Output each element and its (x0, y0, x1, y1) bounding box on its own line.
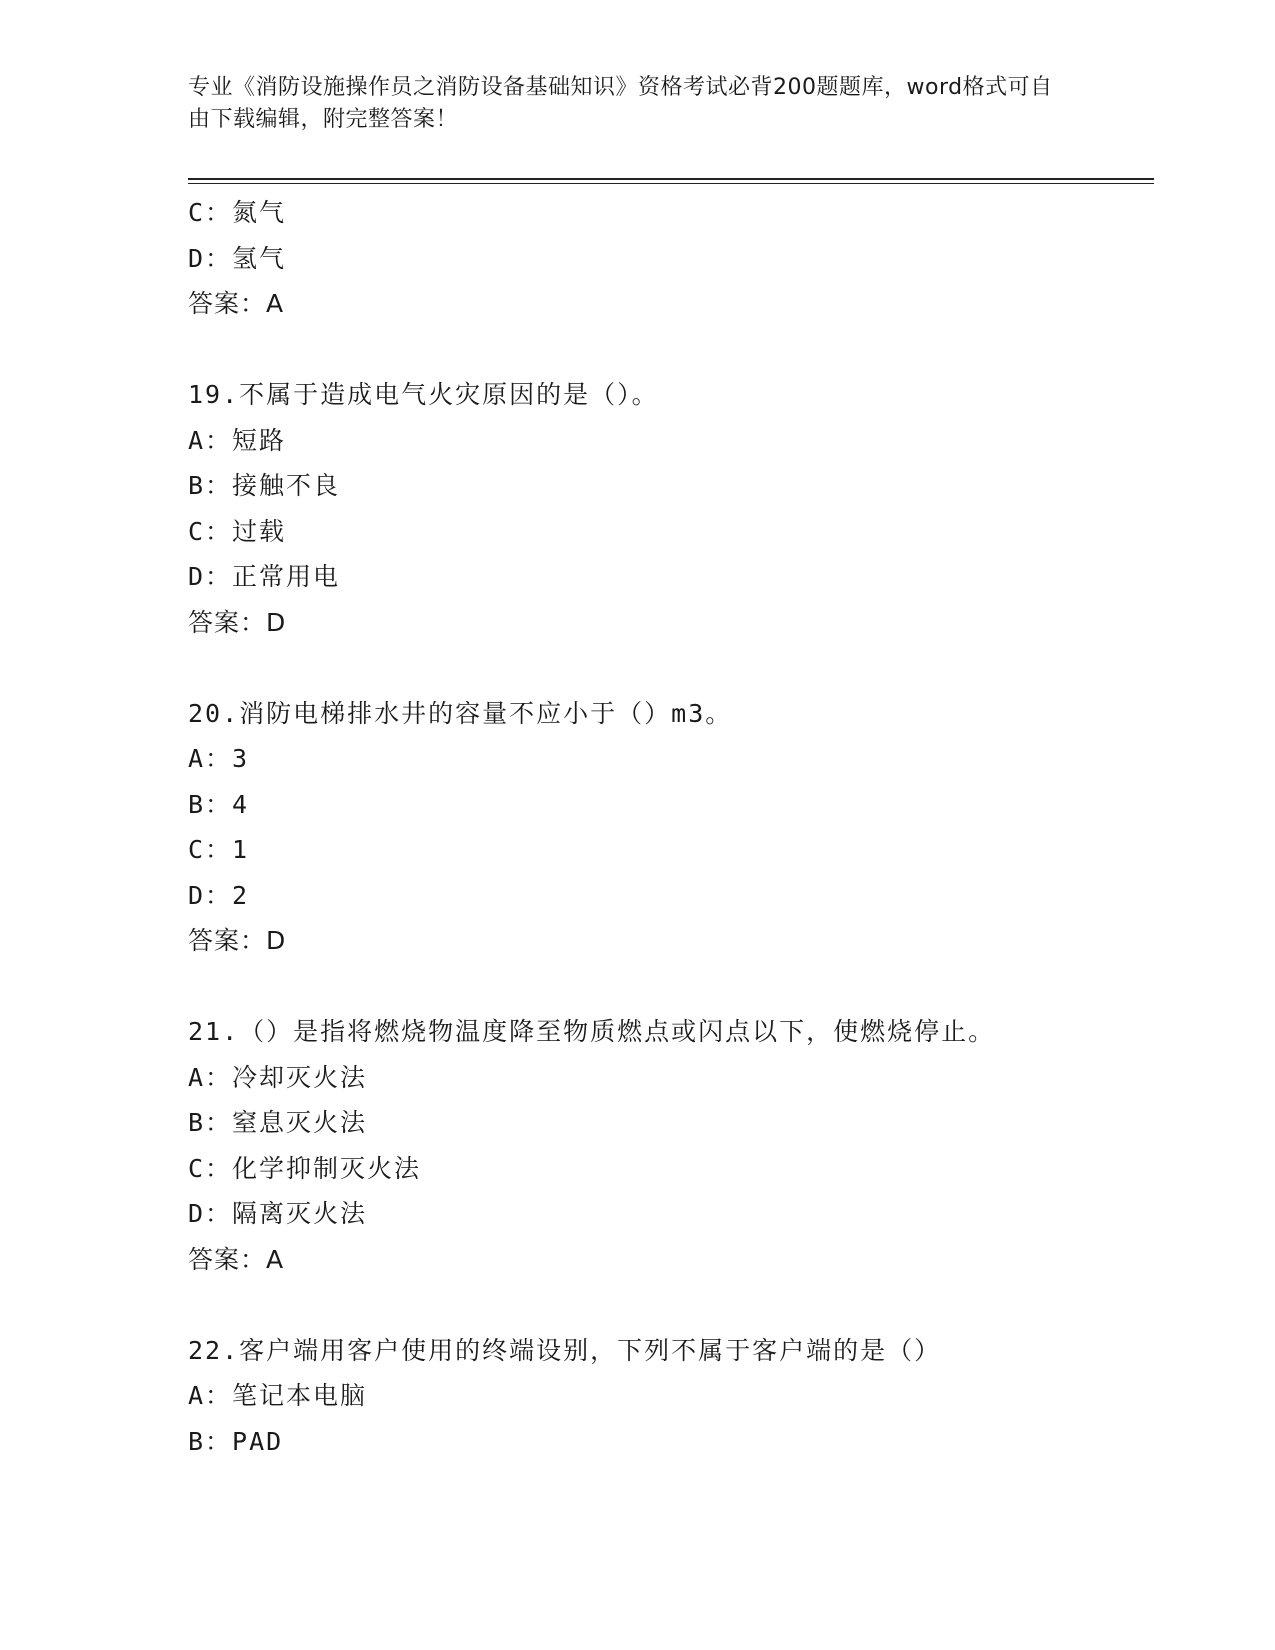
question-stem: 19.不属于造成电气火灾原因的是（）。 (188, 380, 659, 409)
answer-line: 答案：D (188, 926, 287, 955)
option-c: C：1 (188, 835, 250, 864)
answer-line: 答案：D (188, 607, 287, 637)
option-d: D：正常用电 (188, 562, 341, 591)
option-d: D：隔离灭火法 (188, 1199, 368, 1228)
question-stem: 21.（）是指将燃烧物温度降至物质燃点或闪点以下，使燃烧停止。 (188, 1017, 996, 1046)
header-divider-thin (188, 183, 1154, 184)
option-b: B：接触不良 (188, 471, 341, 500)
question-22 (188, 1328, 1154, 1465)
question-stem: 20.消防电梯排水井的容量不应小于（）m3。 (188, 698, 733, 728)
option-b: B：4 (188, 789, 250, 819)
option-a: A：短路 (188, 425, 287, 455)
option-a: A：笔记本电脑 (188, 1381, 368, 1410)
answer-line: 答案：A (188, 1244, 285, 1274)
document-header (188, 72, 1068, 136)
option-d: D：氢气 (188, 243, 287, 273)
spacer (188, 964, 1154, 1010)
question-18-fragment (188, 190, 1154, 327)
question-20 (188, 691, 1154, 964)
option-d: D：2 (188, 880, 250, 910)
answer-line: 答案：A (188, 289, 285, 318)
question-19 (188, 372, 1154, 645)
question-21 (188, 1009, 1154, 1282)
option-a: A：3 (188, 744, 250, 773)
option-c: C：化学抑制灭火法 (188, 1153, 422, 1183)
option-c: C：氮气 (188, 198, 287, 227)
option-a: A：冷却灭火法 (188, 1062, 368, 1092)
option-c: C：过载 (188, 516, 287, 546)
option-b: B：窒息灭火法 (188, 1108, 368, 1137)
spacer (188, 327, 1154, 373)
option-b: B：PAD (188, 1426, 284, 1456)
header-intro-text: 专业《消防设施操作员之消防设备基础知识》资格考试必背200题题库，word格式可自由下载编辑，附完整答案！ (188, 75, 1053, 132)
spacer (188, 1282, 1154, 1328)
question-list (188, 190, 1154, 1464)
question-stem: 22.客户端用客户使用的终端设别，下列不属于客户端的是（） (188, 1335, 942, 1365)
header-divider-thick (188, 178, 1154, 180)
spacer (188, 645, 1154, 691)
